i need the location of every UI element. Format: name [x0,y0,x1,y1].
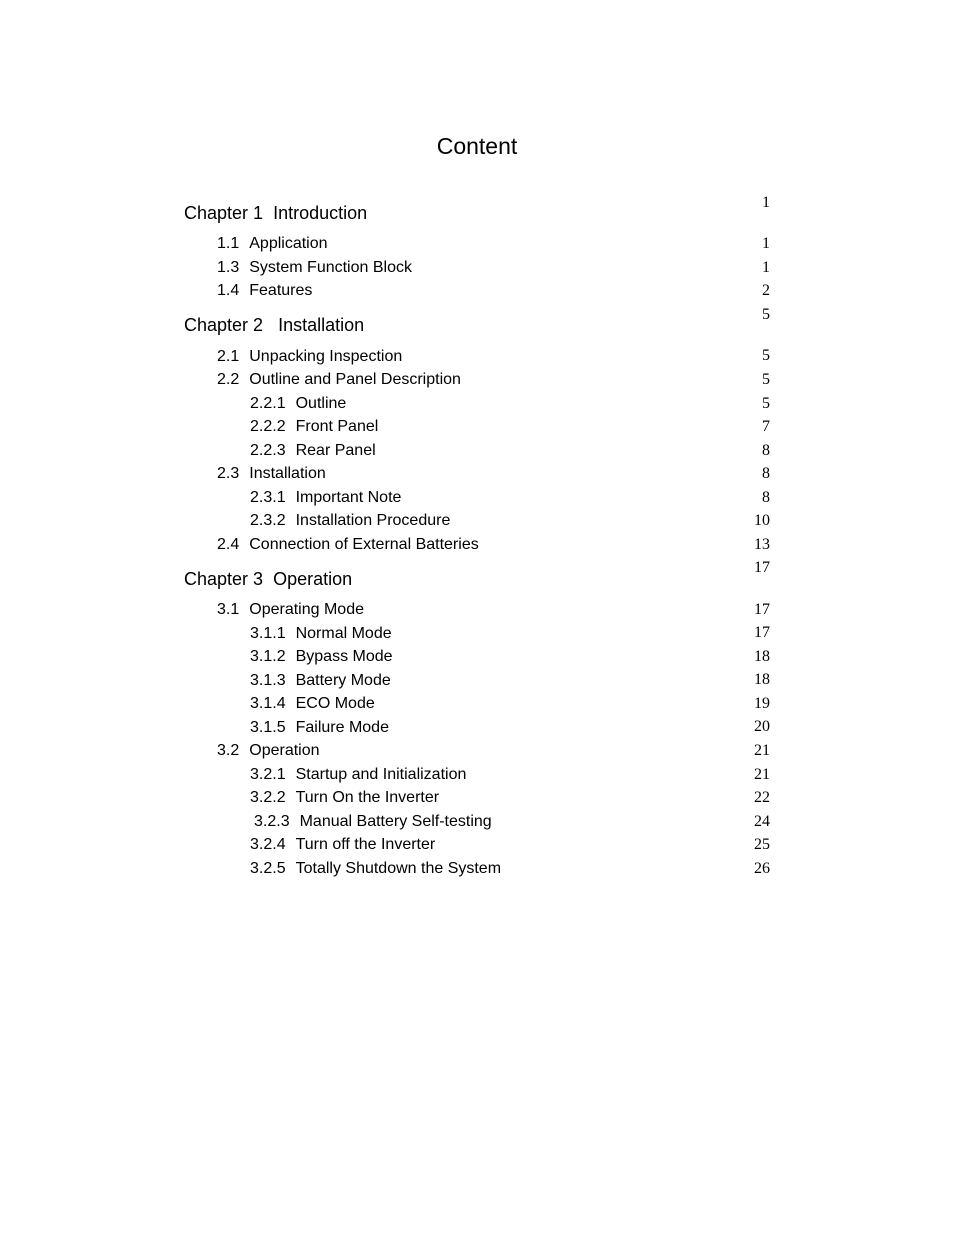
toc-entry-number: 3.2.1 [250,766,286,783]
toc-chapter-3[interactable] [184,568,352,590]
toc-section-1-1[interactable] [217,234,328,254]
toc-page-number: 21 [754,766,770,783]
toc-subsection-3-2-1[interactable] [250,765,466,785]
toc-subsection-3-1-3[interactable] [250,671,391,691]
toc-subsection-3-2-5[interactable] [250,859,501,879]
toc-entry-title: Normal Mode [295,625,392,642]
toc-entry-number: 2.3.2 [250,512,286,529]
toc-subsection-3-2-3[interactable] [254,812,492,832]
toc-entry-number: 2.1 [217,348,240,365]
toc-entry-title: Startup and Initialization [295,766,467,783]
toc-entry-title: Bypass Mode [295,648,393,665]
toc-entry-title: System Function Block [249,259,412,276]
toc-page-number: 5 [762,306,770,323]
toc-entry-number: 3.1.2 [250,648,286,665]
toc-entry-number: 3.2.3 [254,813,290,830]
toc-entry-title: Turn On the Inverter [295,789,440,806]
toc-entry-title: Operation [273,569,353,589]
toc-subsection-3-1-2[interactable] [250,647,393,667]
toc-page-number: 8 [762,442,770,459]
toc-section-1-3[interactable] [217,258,412,278]
toc-entry-title: Manual Battery Self-testing [299,813,492,830]
toc-page-number: 19 [754,695,770,712]
toc-entry-number: 1.1 [217,235,240,252]
toc-page-number: 25 [754,836,770,853]
toc-entry-number: 2.4 [217,536,240,553]
toc-subsection-3-1-5[interactable] [250,718,389,738]
toc-entry-number: 3.2.5 [250,860,286,877]
toc-entry-title: Outline [295,395,347,412]
toc-subsection-2-3-2[interactable] [250,511,450,531]
toc-entry-title: Unpacking Inspection [249,348,403,365]
toc-entry-title: Installation [249,465,326,482]
toc-entry-number: 2.2.3 [250,442,286,459]
toc-entry-title: Features [249,282,313,299]
toc-section-2-4[interactable] [217,535,479,555]
toc-page-number: 7 [762,418,770,435]
toc-page-number: 1 [762,194,770,211]
toc-entry-number: 3.2 [217,742,240,759]
toc-entry-title: Installation Procedure [295,512,451,529]
toc-page-number: 8 [762,465,770,482]
toc-page-number: 2 [762,282,770,299]
toc-page-number: 18 [754,671,770,688]
toc-entry-title: Front Panel [295,418,379,435]
toc-section-2-3[interactable] [217,464,326,484]
toc-entry-title: Operation [249,742,320,759]
toc-chapter-1[interactable] [184,202,367,224]
toc-page-number: 20 [754,718,770,735]
toc-page-number: 5 [762,347,770,364]
toc-subsection-3-2-2[interactable] [250,788,439,808]
toc-chapter-2[interactable] [184,314,364,336]
toc-entry-number: 2.3.1 [250,489,286,506]
toc-subsection-2-2-3[interactable] [250,441,376,461]
toc-entry-title: Application [249,235,328,252]
toc-entry-number: Chapter 1 [184,203,264,223]
toc-subsection-3-1-1[interactable] [250,624,392,644]
toc-entry-title: Operating Mode [249,601,364,618]
toc-entry-number: 2.2 [217,371,240,388]
toc-entry-number: 1.4 [217,282,240,299]
toc-section-2-2[interactable] [217,370,461,390]
toc-entry-title: Failure Mode [295,719,389,736]
toc-page-number: 5 [762,371,770,388]
toc-entry-number: 2.3 [217,465,240,482]
toc-page-number: 13 [754,536,770,553]
toc-page-number: 1 [762,259,770,276]
toc-page-number: 17 [754,624,770,641]
toc-entry-number: Chapter 3 [184,569,264,589]
toc-page-number: 10 [754,512,770,529]
toc-entry-number: 3.1 [217,601,240,618]
toc-subsection-3-1-4[interactable] [250,694,375,714]
toc-entry-number: 1.3 [217,259,240,276]
toc-page-number: 1 [762,235,770,252]
toc-entry-number: 3.2.2 [250,789,286,806]
page-title: Content [436,133,518,159]
toc-entry-number: 2.2.2 [250,418,286,435]
toc-entry-number: 2.2.1 [250,395,286,412]
toc-entry-title: Totally Shutdown the System [295,860,502,877]
toc-entry-number: 3.1.5 [250,719,286,736]
toc-page-number: 21 [754,742,770,759]
toc-page-number: 26 [754,860,770,877]
toc-page-number: 17 [754,559,770,576]
toc-page-number: 24 [754,813,770,830]
toc-entry-title: ECO Mode [295,695,375,712]
toc-entry-title: Battery Mode [295,672,391,689]
toc-entry-number: Chapter 2 [184,315,264,335]
toc-entry-title: Rear Panel [295,442,376,459]
toc-entry-title: Connection of External Batteries [249,536,479,553]
toc-subsection-2-3-1[interactable] [250,488,401,508]
toc-entry-title: Introduction [273,203,368,223]
toc-entry-title: Outline and Panel Description [249,371,461,388]
toc-subsection-2-2-2[interactable] [250,417,378,437]
toc-entry-number: 3.1.3 [250,672,286,689]
toc-entry-title: Turn off the Inverter [295,836,436,853]
toc-section-3-2[interactable] [217,741,320,761]
toc-subsection-3-2-4[interactable] [250,835,435,855]
toc-section-3-1[interactable] [217,600,364,620]
toc-page-number: 18 [754,648,770,665]
toc-subsection-2-2-1[interactable] [250,394,346,414]
toc-page-number: 8 [762,489,770,506]
toc-page-number: 22 [754,789,770,806]
toc-entry-title: Important Note [295,489,402,506]
toc-page-number: 17 [754,601,770,618]
toc-page-number: 5 [762,395,770,412]
toc-section-1-4[interactable] [217,281,312,301]
toc-entry-number: 3.1.1 [250,625,286,642]
toc-section-2-1[interactable] [217,347,402,367]
toc-entry-number: 3.1.4 [250,695,286,712]
toc-entry-number: 3.2.4 [250,836,286,853]
toc-entry-title: Installation [278,315,365,335]
